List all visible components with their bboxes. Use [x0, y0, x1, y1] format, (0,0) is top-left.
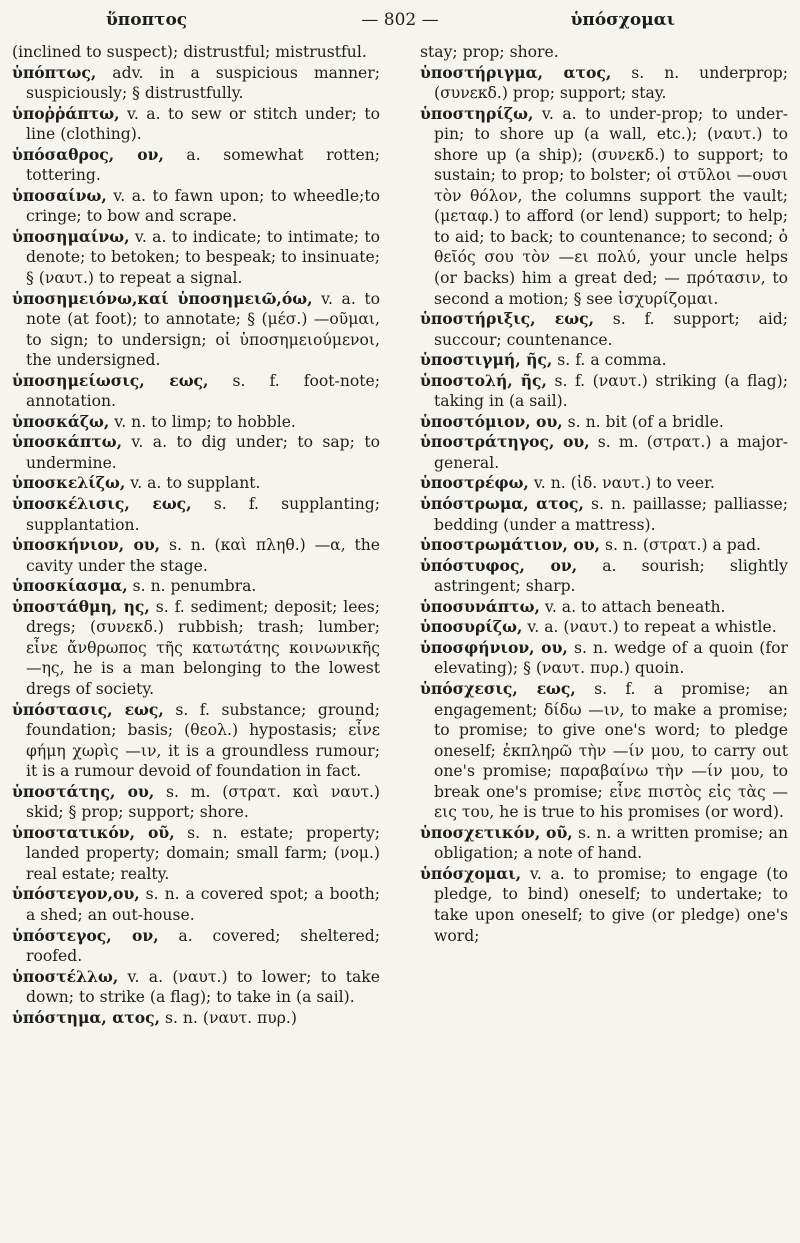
entry-definition: v. a. to promise; to engage (to pledge, to bind) oneself; to undertake; to take upon oneself; to give (or pledge) one's word;	[434, 864, 788, 945]
entry-definition: adv. in a suspicious manner; suspiciously; § distrustfully.	[26, 63, 380, 103]
right-running-headword: ὑπόσχομαι	[570, 10, 675, 30]
dictionary-entry	[12, 432, 380, 473]
entry-definition: s. f. supplanting; supplantation.	[26, 495, 380, 534]
entry-definition: s. n. a written promise; an obligation; a note of hand.	[434, 823, 788, 863]
dictionary-entry	[12, 1008, 380, 1029]
entry-definition: s. n. wedge of a quoin (for elevating); § (ναυτ. πυρ.) quoin.	[434, 638, 789, 678]
page-number: — 802 —	[361, 10, 439, 30]
entry-headword: ὑποσημαίνω,	[12, 226, 130, 246]
dictionary-entry	[420, 350, 788, 371]
entry-headword: ὑποσκέλισις, εως,	[12, 494, 192, 514]
dictionary-entry	[420, 309, 788, 350]
dictionary-entry	[12, 782, 380, 823]
entry-headword: ὑπόστεγον,ου,	[12, 884, 140, 904]
entry-definition: s. n. (καὶ πληθ.) —α, the cavity under the stage.	[26, 536, 381, 575]
entry-definition: a. somewhat rotten; tottering.	[26, 145, 380, 185]
entry-definition: v. a. to under-prop; to under-pin; to shore up (a wall, etc.); (ναυτ.) to shore up (a ship); (συνεκδ.) to support; to sustain; to prop; to bolster; οἱ στῦλοι —ουσι τὸν θόλον, the columns support the vault; (μεταφ.) to afford (or lend) support; to help; to aid; to back; to countenance; to second; ὁ θεῖός σου τὸν —ει πολύ, your uncle helps (or backs) him a great ded; — πρότασιν, to second a motion; § see ἰσχυρίζομαι.	[434, 104, 788, 308]
dictionary-entry	[12, 186, 380, 227]
entry-definition: a. covered; sheltered; roofed.	[26, 926, 380, 966]
entry-definition: v. a. (ναυτ.) to lower; to take down; to strike (a flag); to take in (a sail).	[26, 967, 380, 1007]
entry-headword: ὑποσχετικόν, οῦ,	[420, 822, 573, 842]
entry-headword: ὑποστέλλω,	[12, 966, 119, 986]
dictionary-entry	[420, 597, 788, 618]
entry-headword: ὑποσυρίζω,	[420, 617, 523, 637]
entry-headword: ὑπόσχομαι,	[420, 863, 522, 883]
dictionary-entry	[12, 42, 380, 63]
dictionary-entry	[420, 473, 788, 494]
entry-definition: s. f. substance; ground; foundation; basis; (θεολ.) hypostasis; εἶνε φήμη χωρὶς —ιν, it is a groundless rumour; it is a rumour devoid of foundation in fact.	[26, 700, 380, 781]
entry-headword: ὑποσυνάπτω,	[420, 596, 540, 616]
entry-definition: s. n. paillasse; palliasse; bedding (under a mattress).	[434, 495, 788, 534]
entry-definition: s. n. estate; property; landed property; domain; small farm; (νομ.) real estate; realty.	[26, 823, 381, 883]
entry-headword: ὑποστήριξις, εως,	[420, 309, 595, 329]
dictionary-entry	[420, 42, 788, 63]
dictionary-entry	[420, 864, 788, 946]
entry-headword: ὑποστράτηγος, ου,	[420, 432, 590, 452]
entry-definition: s. n. a covered spot; a booth; a shed; an out-house.	[26, 885, 380, 924]
entry-headword: ὑπόσχεσις, εως,	[420, 678, 576, 698]
entry-headword: ὑποστόμιον, ου,	[420, 411, 563, 431]
dictionary-entry	[420, 104, 788, 309]
entry-headword: ὑποσκάζω,	[12, 411, 110, 431]
entry-headword: ὑποστιγμή, ῆς,	[420, 350, 553, 370]
dictionary-entry	[12, 823, 380, 885]
entry-headword: ὑπόστυφος, ον,	[420, 555, 578, 575]
entry-headword: ὑποῤῥάπτω,	[12, 103, 120, 123]
entry-definition: s. n. bit (of a bridle.	[562, 412, 724, 431]
entry-headword: ὑποσφήνιον, ου,	[420, 637, 568, 657]
entry-definition: a. sourish; slightly astringent; sharp.	[434, 556, 788, 596]
entry-headword: ὑποσκήνιον, ου,	[12, 535, 161, 555]
dictionary-entry	[420, 371, 788, 412]
entry-definition: s. n. (ναυτ. πυρ.)	[160, 1008, 297, 1027]
entry-definition: s. f. a promise; an engagement; δίδω —ιν, to make a promise; to promise; to give one's word; to pledge oneself; ἐκπληρῶ τὴν —ίν μου, to carry out one's promise; παραβαίνω τὴν —ίν μου, to break one's promise; εἶνε πιστὸς εἰς τὰς —εις του, he is true to his promises (or word).	[434, 679, 788, 822]
entry-definition: s. m. (στρατ.) a major-general.	[434, 433, 788, 472]
entry-definition: v. a. to sew or stitch under; to line (clothing).	[26, 104, 380, 144]
entry-definition: s. n. underprop; (συνεκδ.) prop; support; stay.	[434, 63, 788, 103]
dictionary-entry	[420, 432, 788, 473]
entry-definition: (inclined to suspect); distrustful; mistrustful.	[12, 43, 367, 61]
dictionary-entry	[12, 926, 380, 967]
entry-headword: ὑποσκελίζω,	[12, 473, 126, 493]
entry-definition: s. n. (στρατ.) a pad.	[600, 536, 762, 555]
dictionary-entry	[12, 473, 380, 494]
dictionary-entry	[420, 679, 788, 823]
entry-definition: v. a. to indicate; to intimate; to denote; to betoken; to bespeak; to insinuate; § (ναυτ.) to repeat a signal.	[26, 227, 380, 288]
dictionary-entry	[420, 556, 788, 597]
dictionary-entry	[420, 823, 788, 864]
entry-headword: ὑπόστεγος, ον,	[12, 925, 159, 945]
entry-definition: v. a. to attach beneath.	[539, 597, 726, 616]
entry-headword: ὑποστρέφω,	[420, 473, 529, 493]
dictionary-entry	[420, 494, 788, 535]
dictionary-entry	[12, 597, 380, 700]
entry-headword: ὑποσαίνω,	[12, 185, 107, 205]
dictionary-entry	[12, 371, 380, 412]
entry-headword: ὑπόπτως,	[12, 62, 97, 82]
entry-headword: ὑπόσαθρος, ον,	[12, 144, 164, 164]
dictionary-entry	[12, 967, 380, 1008]
entry-definition: v. n. (ἰδ. ναυτ.) to veer.	[528, 474, 715, 493]
dictionary-entry	[12, 700, 380, 782]
entry-headword: ὑποστάτης, ου,	[12, 781, 155, 801]
entry-definition: s. n. penumbra.	[127, 577, 257, 596]
entry-definition: s. f. sediment; deposit; lees; dregs; (συνεκδ.) rubbish; trash; lumber; εἶνε ἄνθρωπος τῆς κατωτάτης κοινωνικῆς —ης, he is a man belonging to the lowest dregs of society.	[26, 597, 380, 698]
entry-headword: ὑποστήριγμα, ατος,	[420, 62, 612, 82]
entry-headword: ὑπόστασις, εως,	[12, 699, 164, 719]
entry-headword: ὑποστηρίζω,	[420, 103, 534, 123]
dictionary-entry	[420, 412, 788, 433]
dictionary-entry	[12, 227, 380, 289]
dictionary-entry	[12, 494, 380, 535]
entry-headword: ὑποσκίασμα,	[12, 576, 128, 596]
entry-headword: ὑποσημειόνω,καί ὑποσημειῶ,όω,	[12, 288, 313, 308]
dictionary-entry	[12, 104, 380, 145]
dictionary-entry	[12, 412, 380, 433]
entry-definition: s. f. a comma.	[552, 351, 667, 370]
dictionary-entry	[12, 884, 380, 925]
dictionary-entry	[420, 63, 788, 104]
entry-definition: v. a. to supplant.	[125, 474, 261, 493]
entry-definition: s. m. (στρατ. καὶ ναυτ.) skid; § prop; support; shore.	[26, 782, 380, 822]
entry-headword: ὑποστάθμη, ης,	[12, 596, 150, 616]
entry-headword: ὑποσημείωσις, εως,	[12, 370, 209, 390]
dictionary-entry	[12, 576, 380, 597]
page-header	[0, 10, 800, 34]
entry-definition: v. a. to dig under; to sap; to undermine.	[26, 433, 380, 472]
right-column	[420, 42, 788, 946]
entry-definition: v. a. to note (at foot); to annotate; § (μέσ.) —οῦμαι, to sign; to undersign; οἱ ὑποσημειούμενοι, the undersigned.	[26, 289, 380, 370]
left-column	[12, 42, 380, 1028]
entry-definition: s. f. foot-note; annotation.	[26, 371, 380, 411]
dictionary-entry	[12, 63, 380, 104]
entry-headword: ὑπόστρωμα, ατος,	[420, 494, 584, 514]
entry-definition: s. f. (ναυτ.) striking (a flag); taking in (a sail).	[434, 371, 789, 411]
entry-headword: ὑποστατικόν, οῦ,	[12, 822, 175, 842]
entry-headword: ὑποστολή, ῆς,	[420, 370, 547, 390]
dictionary-entry	[420, 638, 788, 679]
dictionary-entry	[420, 617, 788, 638]
entry-definition: stay; prop; shore.	[420, 43, 559, 61]
entry-headword: ὑποσκάπτω,	[12, 432, 123, 452]
dictionary-entry	[12, 145, 380, 186]
entry-definition: s. f. support; aid; succour; countenance.	[434, 310, 788, 349]
entry-headword: ὑποστρωμάτιον, ου,	[420, 535, 601, 555]
dictionary-entry	[12, 289, 380, 371]
entry-definition: v. a. to fawn upon; to wheedle;to cringe; to bow and scrape.	[26, 186, 380, 226]
dictionary-entry	[12, 535, 380, 576]
entry-definition: v. n. to limp; to hobble.	[109, 412, 296, 431]
entry-headword: ὑπόστημα, ατος,	[12, 1007, 161, 1027]
left-running-headword: ὕποπτος	[106, 10, 188, 30]
entry-definition: v. a. (ναυτ.) to repeat a whistle.	[522, 618, 777, 637]
dictionary-entry	[420, 535, 788, 556]
